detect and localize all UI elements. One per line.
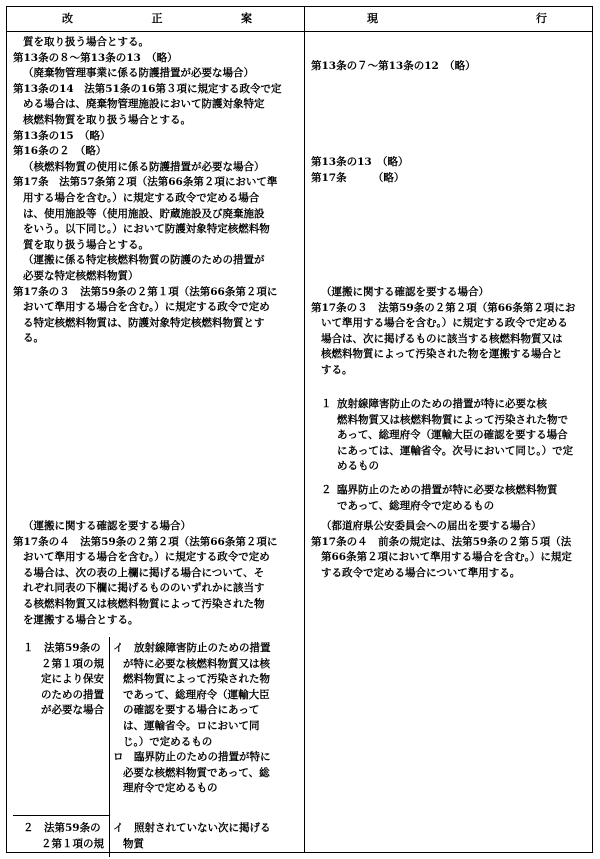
- text-line: 燃料物質又は核燃料物質によって汚染された物で: [337, 413, 568, 426]
- nested-row-separator: [13, 815, 109, 816]
- header-char: 正: [151, 12, 163, 25]
- text-line: イ 照射されていない次に掲げる: [113, 822, 271, 834]
- nested-row-2-condition: [23, 821, 107, 852]
- header-revised: [62, 11, 252, 27]
- nested-row-2-items: [113, 821, 303, 852]
- text-line: １ 法第59条の: [23, 642, 101, 654]
- text-line: イ 放射線障害防止のための措置: [113, 642, 271, 654]
- current-line-13-13: [311, 155, 592, 186]
- text-line: 第17条の３ 法第59条の２第２項（第66条第２項にお: [311, 301, 576, 314]
- item-number: ２: [321, 484, 332, 496]
- text-line: る核燃料物質又は核燃料物質によって汚染された物: [23, 597, 265, 610]
- item-number: １: [321, 398, 332, 410]
- text-line: 用する場合を含む。）に規定する政令で定める場合: [23, 191, 260, 204]
- text-line: 理府令で定めるもの: [123, 782, 218, 795]
- text-line: であって、総理府令で定めるもの: [337, 499, 495, 512]
- revised-block-top: [13, 35, 297, 347]
- text-line: が必要な場合: [41, 704, 104, 717]
- header-char: 改: [62, 12, 73, 25]
- text-line: いて準用する場合を含む。）に規定する政令で定める: [321, 317, 568, 330]
- text-line: 第13条の７～第13条の12 （略）: [311, 60, 476, 72]
- text-line: 第17条の４ 前条の規定は、法第59条の２第５項（法: [311, 535, 572, 548]
- column-divider: [304, 7, 305, 852]
- item-text: [337, 397, 592, 475]
- text-line: じ。）で定めるもの: [123, 735, 213, 748]
- text-line: 場合は、次に掲げるものに該当する核燃料物質又は: [321, 332, 563, 345]
- article-caption: （廃棄物管理事業に係る防護措置が必要な場合）: [23, 67, 254, 80]
- text-line: にあっては、運輸省令。次号において同じ。）で定: [337, 444, 574, 457]
- current-block-17-3: [311, 285, 592, 379]
- current-line-13-7: [311, 59, 592, 75]
- text-line: ロ 臨界防止のための措置が特に: [113, 751, 271, 764]
- text-line: おいて準用する場合を含む。）に規定する政令で定め: [23, 551, 270, 564]
- text-line: ２第１項の規: [41, 657, 104, 670]
- article-caption: （運搬に関する確認を要する場合）: [321, 286, 489, 298]
- nested-row-1-condition: [23, 641, 107, 719]
- text-line: 第17条 法第57条第２項（法第66条第２項において準: [13, 176, 278, 189]
- nested-divider: [109, 637, 110, 857]
- article-caption: （運搬に関する確認を要する場合）: [23, 520, 191, 532]
- header-char: 行: [536, 12, 547, 25]
- text-line: おいて準用する場合を含む。）に規定する政令で定め: [23, 301, 270, 314]
- header-char: 案: [241, 12, 252, 25]
- text-line: 必要な核燃料物質であって、総: [123, 766, 270, 779]
- text-line: 第66条第２項において準用する場合を含む。）に規定: [321, 551, 572, 564]
- text-line: 核燃料物質によって汚染された物を運搬する場合と: [321, 348, 563, 361]
- text-line: を運搬する場合とする。: [23, 613, 139, 626]
- text-line: ２第１項の規: [41, 837, 104, 850]
- text-line: る。: [23, 332, 44, 345]
- text-line: 臨界防止のための措置が特に必要な核燃料物質: [337, 484, 558, 496]
- text-line: 第13条の８～第13条の13 （略）: [13, 51, 178, 64]
- text-line: 第17条の３ 法第59条の２第１項（法第66条第２項に: [13, 285, 278, 298]
- text-line: 第13条の14 法第51条の16第３項に規定する政令で定: [13, 82, 282, 95]
- text-line: る特定核燃料物質は、防護対象特定核燃料物質とす: [23, 316, 265, 329]
- text-line: 質を取り扱う場合とする。: [23, 238, 149, 251]
- current-block-17-4: [311, 519, 592, 581]
- text-line: める場合は、廃棄物管理施設において防護対象特定: [23, 98, 265, 111]
- text-line: 第17条 （略）: [311, 171, 405, 184]
- text-line: 物質: [123, 837, 144, 850]
- article-caption: 必要な特定核燃料物質）: [23, 269, 139, 282]
- text-line: のための措置: [41, 688, 104, 701]
- text-line: 第13条の13 （略）: [311, 156, 409, 168]
- text-line: であって、総理府令（運輸大臣: [123, 688, 270, 701]
- article-caption: （核燃料物質の使用に係る防護措置が必要な場合）: [23, 160, 265, 173]
- text-line: 定により保安: [41, 673, 104, 686]
- text-line: 放射線障害防止のための措置が特に必要な核: [337, 398, 547, 410]
- article-caption: （運搬に係る特定核燃料物質の防護のための措置が: [23, 254, 265, 267]
- text-line: 核燃料物質を取り扱う場合とする。: [23, 113, 191, 126]
- nested-row-1-items: [113, 641, 303, 797]
- revised-block-17-4: [13, 519, 297, 628]
- text-line: の確認を要する場合にあって: [123, 704, 260, 717]
- article-caption: （都道府県公安委員会への届出を要する場合）: [321, 520, 542, 532]
- text-line: めるもの: [337, 460, 379, 473]
- header-char: 現: [367, 12, 378, 25]
- text-line: ２ 法第59条の: [23, 822, 101, 834]
- text-line: する政令で定める場合について準用する。: [321, 566, 521, 579]
- text-line: 第13条の15 （略）: [13, 129, 111, 142]
- header-current: [367, 11, 547, 27]
- comparison-table: [6, 6, 593, 853]
- text-line: あって、総理府令（運輸大臣の確認を要する場合: [337, 429, 568, 442]
- nested-table: [13, 637, 303, 857]
- text-line: る場合は、次の表の上欄に掲げる場合について、そ: [23, 566, 265, 579]
- text-line: れぞれ同表の下欄に掲げるもののいずれかに該当す: [23, 582, 265, 595]
- text-line: は、運輸省令。ロにおいて同: [123, 719, 260, 732]
- text-line: する。: [321, 363, 353, 376]
- text-line: 質を取り扱う場合とする。: [23, 36, 149, 48]
- text-line: 第17条の４ 法第59条の２第２項（法第66条第２項に: [13, 535, 278, 548]
- table-header: [7, 7, 592, 32]
- text-line: は、使用施設等（使用施設、貯蔵施設及び廃棄施設: [23, 207, 265, 220]
- text-line: が特に必要な核燃料物質又は核: [123, 657, 270, 670]
- text-line: 燃料物質によって汚染された物: [123, 673, 270, 686]
- text-line: をいう。以下同じ。）において防護対象特定核燃料物: [23, 223, 270, 236]
- text-line: 第16条の２ （略）: [13, 145, 107, 158]
- item-text: [337, 483, 592, 514]
